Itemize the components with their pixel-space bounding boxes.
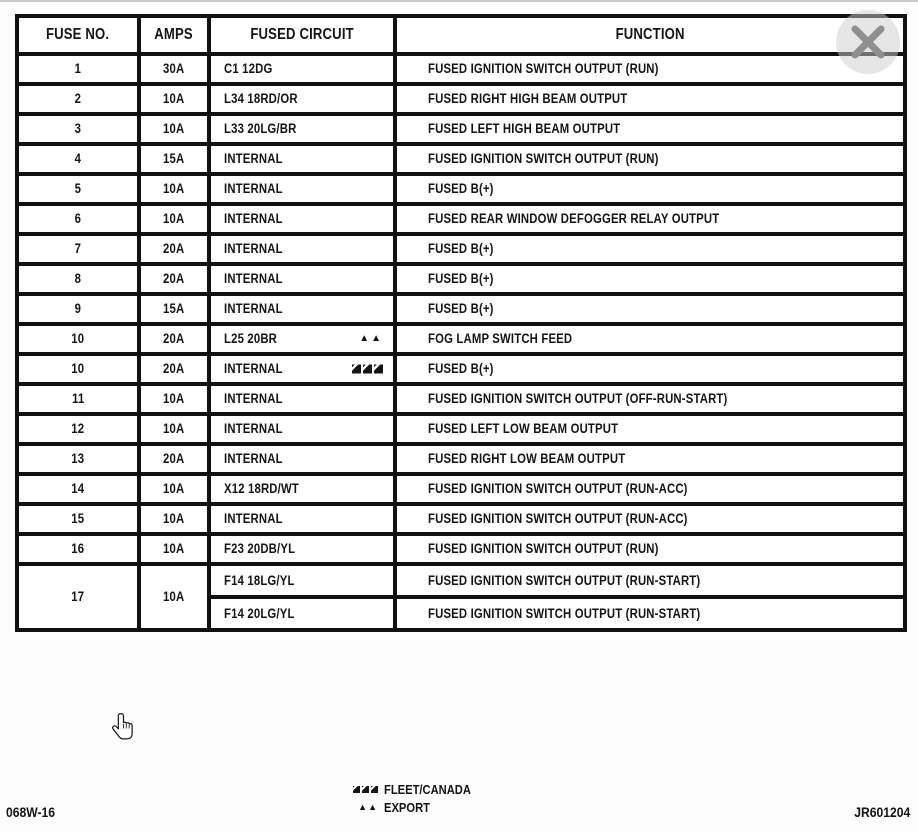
function: FUSED IGNITION SWITCH OUTPUT (RUN-ACC) — [428, 481, 688, 496]
function-cell — [395, 234, 905, 264]
circuit-cell — [209, 564, 395, 597]
function: FUSED IGNITION SWITCH OUTPUT (RUN) — [428, 541, 659, 556]
function-cell — [395, 84, 905, 114]
page-code-right: JR601204 — [853, 805, 910, 820]
fuse-no-cell — [17, 474, 139, 504]
notched-square-icon — [371, 786, 378, 793]
circuit-cell — [209, 384, 395, 414]
fuse-no: 12 — [71, 421, 85, 436]
table-row — [17, 84, 905, 114]
fuse-no-cell — [17, 384, 139, 414]
export-marker-icon — [359, 334, 383, 344]
function-cell — [395, 444, 905, 474]
amps-cell — [139, 174, 209, 204]
function: FUSED B(+) — [428, 301, 494, 316]
fuse-no: 5 — [74, 181, 82, 196]
fuse-no: 2 — [74, 91, 82, 106]
function: FUSED REAR WINDOW DEFOGGER RELAY OUTPUT — [428, 211, 720, 226]
fuse-no: 3 — [74, 121, 82, 136]
fuse-no-cell — [17, 114, 139, 144]
amps: 20A — [163, 241, 185, 256]
header-label: AMPS — [154, 26, 194, 43]
table-row — [17, 564, 905, 597]
function: FUSED LEFT LOW BEAM OUTPUT — [428, 421, 619, 436]
close-button[interactable] — [836, 10, 900, 74]
fuse-no-cell — [17, 564, 139, 630]
circuit-cell — [209, 354, 395, 384]
table-row — [17, 384, 905, 414]
circuit-cell — [209, 84, 395, 114]
function-cell — [395, 504, 905, 534]
table-row — [17, 294, 905, 324]
fuse-no-cell — [17, 294, 139, 324]
amps-cell — [139, 534, 209, 564]
function: FUSED IGNITION SWITCH OUTPUT (RUN-START) — [428, 572, 701, 588]
amps: 30A — [163, 61, 185, 76]
fuse-no-cell — [17, 174, 139, 204]
amps-cell — [139, 234, 209, 264]
amps: 10A — [163, 211, 185, 226]
fuse-no-cell — [17, 204, 139, 234]
table-row — [17, 324, 905, 354]
notched-square-icon — [362, 786, 369, 793]
circuit-cell — [209, 174, 395, 204]
table-row — [17, 444, 905, 474]
table-row — [17, 144, 905, 174]
fuse-no-cell — [17, 354, 139, 384]
circuit: INTERNAL — [224, 511, 283, 526]
circuit: F14 20LG/YL — [224, 605, 295, 621]
fuse-no-cell — [17, 234, 139, 264]
circuit-cell — [209, 444, 395, 474]
header-label: FUSED CIRCUIT — [250, 26, 354, 43]
amps: 10A — [163, 511, 185, 526]
export-triangles: ▲▲ — [359, 333, 383, 344]
function: FOG LAMP SWITCH FEED — [428, 331, 573, 346]
circuit-cell — [209, 144, 395, 174]
circuit-cell — [209, 504, 395, 534]
circuit-cell — [209, 474, 395, 504]
fuse-no: 7 — [74, 241, 82, 256]
function-cell — [395, 54, 905, 84]
function-cell — [395, 414, 905, 444]
circuit-cell — [209, 534, 395, 564]
function: FUSED IGNITION SWITCH OUTPUT (OFF-RUN-START) — [428, 391, 728, 406]
page-code-left: 068W-16 — [6, 805, 56, 820]
circuit-cell — [209, 204, 395, 234]
circuit: INTERNAL — [224, 451, 283, 466]
table-row — [17, 174, 905, 204]
fuse-no: 9 — [74, 301, 82, 316]
function-cell — [395, 534, 905, 564]
amps: 15A — [163, 301, 185, 316]
amps: 10A — [163, 181, 185, 196]
function: FUSED RIGHT HIGH BEAM OUTPUT — [428, 91, 628, 106]
circuit-cell — [209, 324, 395, 354]
notched-square-icon — [374, 365, 383, 374]
function-cell — [395, 354, 905, 384]
amps: 20A — [163, 361, 185, 376]
table-row — [17, 204, 905, 234]
fuse-no: 17 — [71, 589, 85, 604]
fuse-no: 14 — [71, 481, 85, 496]
amps: 20A — [163, 331, 185, 346]
fuse-no-cell — [17, 414, 139, 444]
notched-square-icon — [353, 786, 360, 793]
legend-export-label: EXPORT — [384, 800, 430, 815]
table-row — [17, 504, 905, 534]
fuse-no: 4 — [74, 151, 82, 166]
close-icon — [836, 10, 900, 74]
function-cell — [395, 564, 905, 597]
amps-cell — [139, 264, 209, 294]
circuit: F14 18LG/YL — [224, 572, 295, 588]
function-cell — [395, 597, 905, 630]
export-marker-icon — [340, 803, 384, 812]
table-row — [17, 474, 905, 504]
legend-fleet-label: FLEET/CANADA — [384, 782, 471, 797]
function: FUSED B(+) — [428, 181, 494, 196]
function-cell — [395, 144, 905, 174]
header-label: FUNCTION — [615, 26, 685, 43]
amps-cell — [139, 444, 209, 474]
table-row — [17, 264, 905, 294]
amps: 10A — [163, 121, 185, 136]
function-cell — [395, 294, 905, 324]
fuse-no: 15 — [71, 511, 85, 526]
table-row — [17, 354, 905, 384]
circuit: X12 18RD/WT — [224, 481, 299, 496]
function-cell — [395, 324, 905, 354]
amps-cell — [139, 144, 209, 174]
circuit-cell — [209, 114, 395, 144]
circuit-cell — [209, 54, 395, 84]
hand-cursor-icon — [112, 712, 135, 748]
header-function — [395, 16, 905, 54]
function-cell — [395, 204, 905, 234]
amps-cell — [139, 354, 209, 384]
circuit: L33 20LG/BR — [224, 121, 297, 136]
function-cell — [395, 474, 905, 504]
amps-cell — [139, 294, 209, 324]
function-cell — [395, 384, 905, 414]
function-cell — [395, 114, 905, 144]
circuit: L25 20BR — [224, 331, 278, 346]
table-row — [17, 234, 905, 264]
fuse-no: 10 — [71, 361, 85, 376]
circuit: L34 18RD/OR — [224, 91, 298, 106]
amps-cell — [139, 384, 209, 414]
circuit: INTERNAL — [224, 421, 283, 436]
circuit: INTERNAL — [224, 271, 283, 286]
amps: 10A — [163, 589, 185, 604]
table-row — [17, 534, 905, 564]
table-row — [17, 54, 905, 84]
function: FUSED B(+) — [428, 271, 494, 286]
fuse-no: 11 — [71, 391, 85, 406]
fuse-no: 6 — [74, 211, 82, 226]
circuit-cell — [209, 414, 395, 444]
function: FUSED IGNITION SWITCH OUTPUT (RUN-ACC) — [428, 511, 688, 526]
export-triangles: ▲▲ — [358, 802, 378, 812]
amps-cell — [139, 474, 209, 504]
fuse-no-cell — [17, 444, 139, 474]
fuse-no: 16 — [71, 541, 85, 556]
table-row — [17, 414, 905, 444]
amps: 10A — [163, 391, 185, 406]
function: FUSED B(+) — [428, 241, 494, 256]
function: FUSED RIGHT LOW BEAM OUTPUT — [428, 451, 626, 466]
fuse-no-cell — [17, 504, 139, 534]
function: FUSED IGNITION SWITCH OUTPUT (RUN) — [428, 61, 659, 76]
circuit-cell — [209, 294, 395, 324]
amps-cell — [139, 564, 209, 630]
circuit-cell — [209, 234, 395, 264]
table-row — [17, 114, 905, 144]
amps-cell — [139, 204, 209, 234]
fuse-no-cell — [17, 54, 139, 84]
circuit: INTERNAL — [224, 241, 283, 256]
amps-cell — [139, 324, 209, 354]
function: FUSED IGNITION SWITCH OUTPUT (RUN-START) — [428, 605, 701, 621]
notched-square-icon — [363, 365, 372, 374]
function: FUSED IGNITION SWITCH OUTPUT (RUN) — [428, 151, 659, 166]
fuse-no: 8 — [74, 271, 82, 286]
amps-cell — [139, 504, 209, 534]
fuse-no-cell — [17, 264, 139, 294]
amps: 20A — [163, 271, 185, 286]
table-header-row — [17, 16, 905, 54]
function: FUSED B(+) — [428, 361, 494, 376]
fuse-no-cell — [17, 144, 139, 174]
fuse-table — [15, 14, 907, 632]
notched-square-icon — [352, 365, 361, 374]
header-fuse-no — [17, 16, 139, 54]
amps-cell — [139, 54, 209, 84]
circuit: INTERNAL — [224, 361, 283, 376]
circuit: INTERNAL — [224, 211, 283, 226]
amps-cell — [139, 84, 209, 114]
circuit: INTERNAL — [224, 301, 283, 316]
amps: 10A — [163, 481, 185, 496]
circuit: C1 12DG — [224, 61, 273, 76]
amps-cell — [139, 414, 209, 444]
amps: 20A — [163, 451, 185, 466]
header-label: FUSE NO. — [46, 26, 110, 43]
fuse-no-cell — [17, 534, 139, 564]
function-cell — [395, 174, 905, 204]
legend — [340, 782, 485, 815]
fuse-no: 13 — [71, 451, 85, 466]
circuit: INTERNAL — [224, 391, 283, 406]
fuse-no-cell — [17, 324, 139, 354]
amps: 10A — [163, 421, 185, 436]
amps-cell — [139, 114, 209, 144]
circuit-cell — [209, 264, 395, 294]
circuit: INTERNAL — [224, 151, 283, 166]
fuse-no: 10 — [71, 331, 85, 346]
circuit: F23 20DB/YL — [224, 541, 296, 556]
fleet-canada-marker-icon — [340, 786, 384, 793]
fuse-no: 1 — [74, 61, 82, 76]
fleet-canada-marker-icon — [352, 365, 383, 374]
function-cell — [395, 264, 905, 294]
header-amps — [139, 16, 209, 54]
amps: 10A — [163, 541, 185, 556]
fuse-no-cell — [17, 84, 139, 114]
circuit-cell — [209, 597, 395, 630]
function: FUSED LEFT HIGH BEAM OUTPUT — [428, 121, 621, 136]
circuit: INTERNAL — [224, 181, 283, 196]
amps: 10A — [163, 91, 185, 106]
window-top-edge — [0, 0, 918, 2]
amps: 15A — [163, 151, 185, 166]
header-fused-circuit — [209, 16, 395, 54]
